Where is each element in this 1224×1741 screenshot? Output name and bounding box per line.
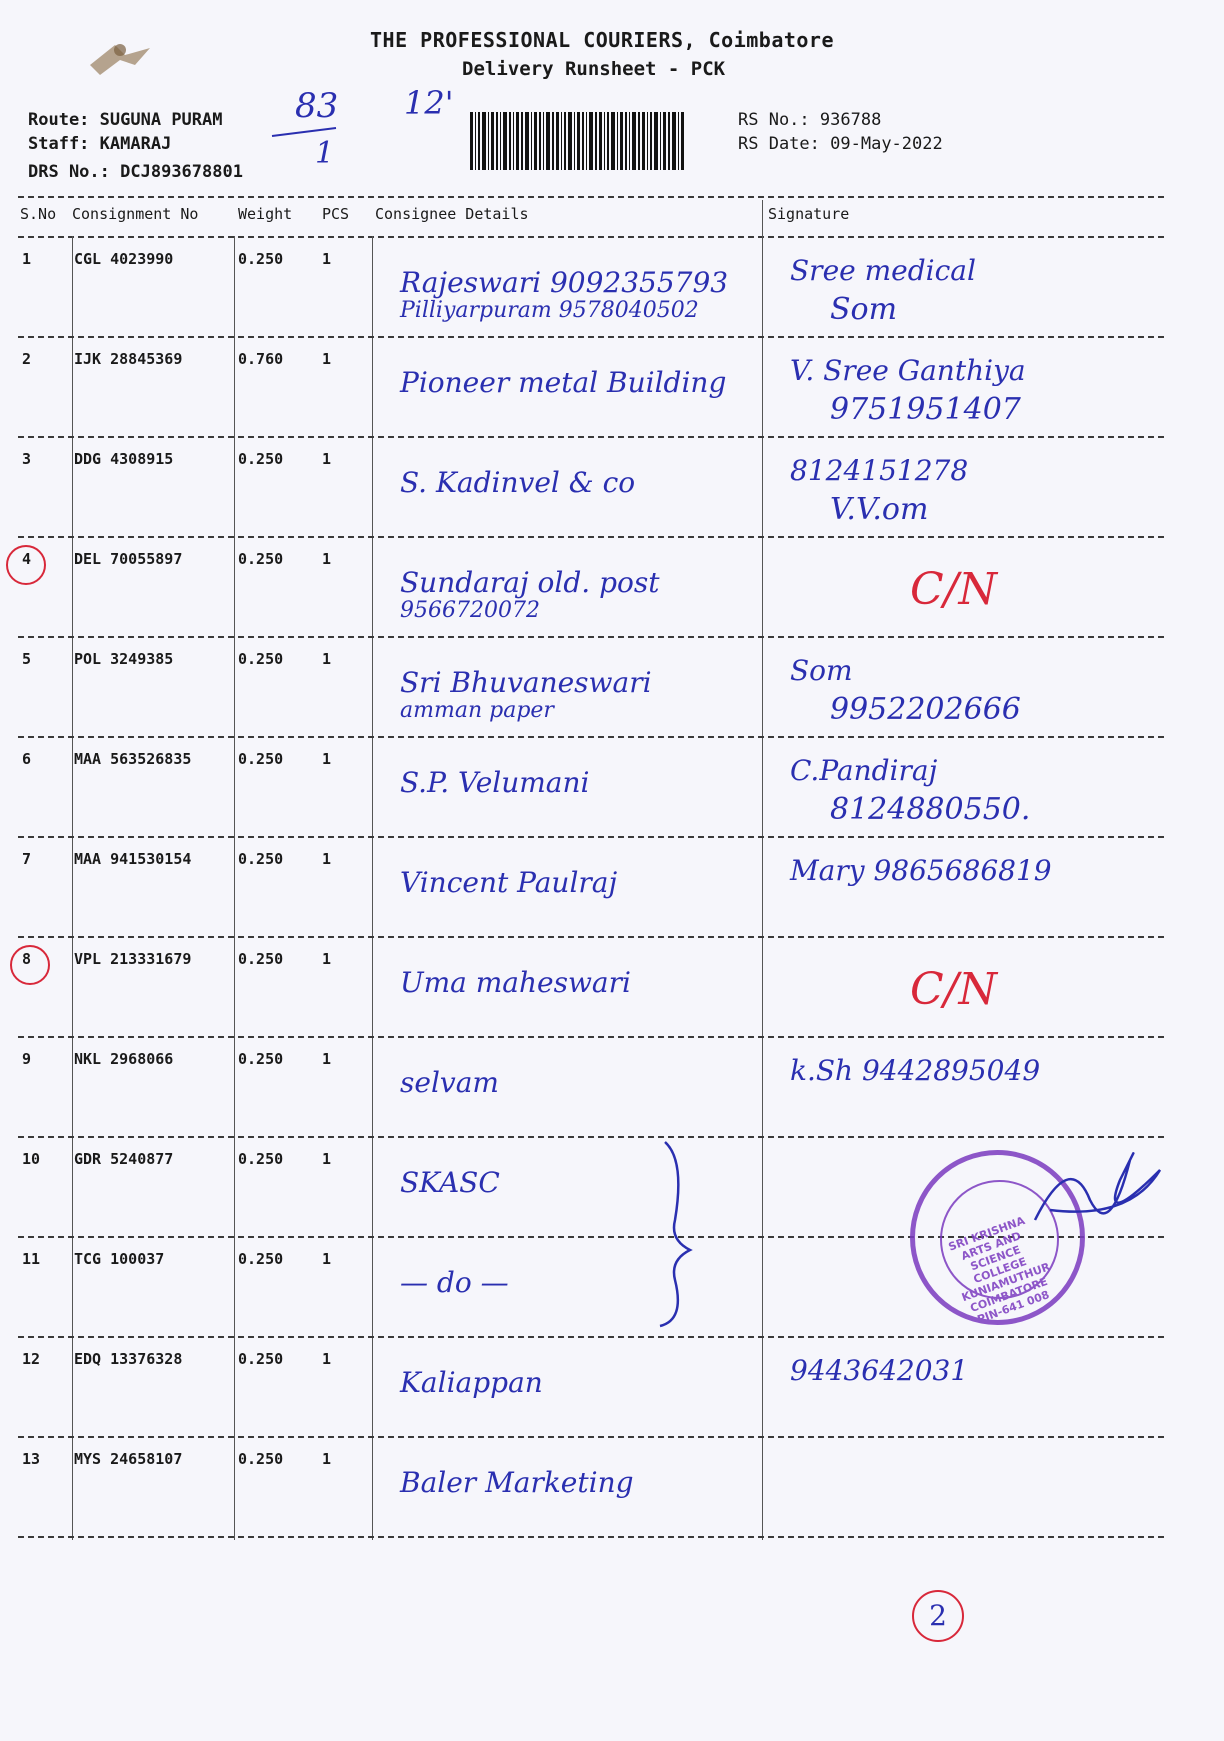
row-separator <box>18 636 1164 638</box>
row-consignee-line1: Kaliappan <box>400 1366 543 1399</box>
row-weight: 0.760 <box>238 350 284 368</box>
row-signature-line1: C.Pandiraj <box>790 754 938 787</box>
row-sno: 7 <box>22 850 32 868</box>
row-signature-line1: C/N <box>910 564 997 615</box>
row-consignment-no: TCG 100037 <box>74 1250 165 1268</box>
col-consignee: Consignee Details <box>375 205 529 223</box>
row-separator <box>18 836 1164 838</box>
row-signature-line2: Som <box>830 292 898 327</box>
row-consignee-line1: selvam <box>400 1066 499 1099</box>
row-consignment-no: POL 3249385 <box>74 650 174 668</box>
barcode <box>470 112 685 170</box>
ditto-brace <box>655 1140 705 1330</box>
row-pcs: 1 <box>322 250 332 268</box>
row10-signature-scribble <box>1030 1140 1170 1260</box>
row-consignee-line1: Baler Marketing <box>400 1466 634 1499</box>
table-top-rule <box>18 196 1164 198</box>
col-signature: Signature <box>768 205 850 223</box>
row-consignee-line1: Pioneer metal Building <box>400 366 727 399</box>
row-sno: 1 <box>22 250 32 268</box>
hand-count-top: 83 <box>295 86 339 126</box>
col-sno: S.No <box>20 205 57 223</box>
row-separator <box>18 1336 1164 1338</box>
row-weight: 0.250 <box>238 1150 284 1168</box>
staff-value: KAMARAJ <box>99 134 172 154</box>
row-consignment-no: MAA 941530154 <box>74 850 192 868</box>
courier-logo <box>80 30 160 85</box>
row-consignee-line1: — do — <box>400 1266 509 1299</box>
row-weight: 0.250 <box>238 950 284 968</box>
row-pcs: 1 <box>322 1450 332 1468</box>
row-consignee-line1: S.P. Velumani <box>400 766 590 799</box>
row-consignment-no: NKL 2968066 <box>74 1050 174 1068</box>
row-consignment-no: GDR 5240877 <box>74 1150 174 1168</box>
row-consignment-no: MAA 563526835 <box>74 750 192 768</box>
col-divider-4 <box>762 200 763 1540</box>
rs-no-value: 936788 <box>819 110 882 130</box>
drs-line <box>28 162 243 182</box>
row-signature-line1: Mary 9865686819 <box>790 854 1052 887</box>
row-weight: 0.250 <box>238 450 284 468</box>
route-line <box>28 110 223 130</box>
row-sno: 10 <box>22 1150 41 1168</box>
row-signature-line1: 8124151278 <box>790 454 969 487</box>
row-weight: 0.250 <box>238 1350 284 1368</box>
row-separator <box>18 736 1164 738</box>
row-separator <box>18 1036 1164 1038</box>
row-sno: 13 <box>22 1450 41 1468</box>
row-separator <box>18 1136 1164 1138</box>
row-separator <box>18 1536 1164 1538</box>
row-weight: 0.250 <box>238 850 284 868</box>
row-sno: 9 <box>22 1050 32 1068</box>
row-consignment-no: DDG 4308915 <box>74 450 174 468</box>
row-signature-line1: k.Sh 9442895049 <box>790 1054 1041 1087</box>
row-pcs: 1 <box>322 650 332 668</box>
drs-label: DRS No.: <box>28 162 110 182</box>
row-signature-line1: V. Sree Ganthiya <box>790 354 1026 387</box>
row-sno: 2 <box>22 350 32 368</box>
row-pcs: 1 <box>322 850 332 868</box>
row-sno: 6 <box>22 750 32 768</box>
row-signature-line1: Sree medical <box>790 254 976 287</box>
route-value: SUGUNA PURAM <box>99 110 223 130</box>
row-separator <box>18 336 1164 338</box>
rs-date-line <box>738 134 943 154</box>
row-signature-line2: 9952202666 <box>830 692 1021 727</box>
row-consignee-line1: SKASC <box>400 1166 500 1199</box>
col-pcs: PCS <box>322 205 350 223</box>
row-pcs: 1 <box>322 350 332 368</box>
row-consignee-line1: S. Kadinvel & co <box>400 466 636 499</box>
rs-no-label: RS No.: <box>738 110 810 130</box>
col-consignment: Consignment No <box>72 205 199 223</box>
row-weight: 0.250 <box>238 1250 284 1268</box>
route-label: Route: <box>28 110 90 130</box>
row-pcs: 1 <box>322 1250 332 1268</box>
row-pcs: 1 <box>322 550 332 568</box>
row-weight: 0.250 <box>238 650 284 668</box>
row-consignment-no: MYS 24658107 <box>74 1450 183 1468</box>
row-consignment-no: IJK 28845369 <box>74 350 183 368</box>
col-divider-1 <box>72 236 73 1540</box>
row-signature-line1: Som <box>790 654 853 687</box>
row-consignee-line2: Pilliyarpuram 9578040502 <box>400 298 699 323</box>
row-consignee-line1: Sri Bhuvaneswari <box>400 666 652 699</box>
row-sno: 3 <box>22 450 32 468</box>
row-separator <box>18 536 1164 538</box>
row-consignee-line2: amman paper <box>400 698 554 723</box>
row-consignment-no: DEL 70055897 <box>74 550 183 568</box>
row-separator <box>18 936 1164 938</box>
row-consignee-line2: 9566720072 <box>400 598 540 623</box>
row-sno: 4 <box>22 550 32 568</box>
row-signature-line2: V.V.om <box>830 492 929 527</box>
row-pcs: 1 <box>322 750 332 768</box>
row-consignee-line1: Rajeswari 9092355793 <box>400 266 729 299</box>
row-consignment-no: CGL 4023990 <box>74 250 174 268</box>
drs-value: DCJ893678801 <box>120 162 243 182</box>
col-divider-2 <box>234 236 235 1540</box>
row8-circle-mark <box>10 945 50 985</box>
hand-count-bottom: 1 <box>315 136 335 171</box>
row-signature-line1: C/N <box>910 964 997 1015</box>
page-number-circle: 2 <box>912 1590 964 1642</box>
row-weight: 0.250 <box>238 750 284 768</box>
row-signature-line2: 8124880550. <box>830 792 1031 827</box>
row-pcs: 1 <box>322 1050 332 1068</box>
row-weight: 0.250 <box>238 250 284 268</box>
col-divider-3 <box>372 236 373 1540</box>
row-weight: 0.250 <box>238 1050 284 1068</box>
document-title: THE PROFESSIONAL COURIERS, Coimbatore <box>370 28 835 52</box>
row-consignee-line1: Vincent Paulraj <box>400 866 618 899</box>
hand-time: 12' <box>404 84 454 122</box>
row-consignment-no: EDQ 13376328 <box>74 1350 183 1368</box>
row-consignee-line1: Uma maheswari <box>400 966 631 999</box>
row-consignment-no: VPL 213331679 <box>74 950 192 968</box>
staff-label: Staff: <box>28 134 90 154</box>
row-pcs: 1 <box>322 450 332 468</box>
row-pcs: 1 <box>322 1350 332 1368</box>
row-pcs: 1 <box>322 1150 332 1168</box>
row-sno: 8 <box>22 950 32 968</box>
row4-circle-mark <box>6 545 46 585</box>
rs-date-label: RS Date: <box>738 134 820 154</box>
row-weight: 0.250 <box>238 1450 284 1468</box>
row-signature-line1: 9443642031 <box>790 1354 969 1387</box>
row-sno: 12 <box>22 1350 41 1368</box>
staff-line <box>28 134 171 154</box>
row-pcs: 1 <box>322 950 332 968</box>
row-weight: 0.250 <box>238 550 284 568</box>
document-subtitle: Delivery Runsheet - PCK <box>462 58 726 80</box>
row-sno: 11 <box>22 1250 41 1268</box>
row-consignee-line1: Sundaraj old. post <box>400 566 660 599</box>
row-sno: 5 <box>22 650 32 668</box>
rs-date-value: 09-May-2022 <box>830 134 943 154</box>
col-weight: Weight <box>238 205 293 223</box>
rs-no-line <box>738 110 881 130</box>
row-signature-line2: 9751951407 <box>830 392 1021 427</box>
row-separator <box>18 1436 1164 1438</box>
header-bottom-rule <box>18 236 1164 238</box>
stamp-text: SRI KRISHNA ARTS AND SCIENCE COLLEGE KUNIAMUTHUR COIMBATORE PIN-641 008 <box>946 1214 1052 1327</box>
row-separator <box>18 436 1164 438</box>
